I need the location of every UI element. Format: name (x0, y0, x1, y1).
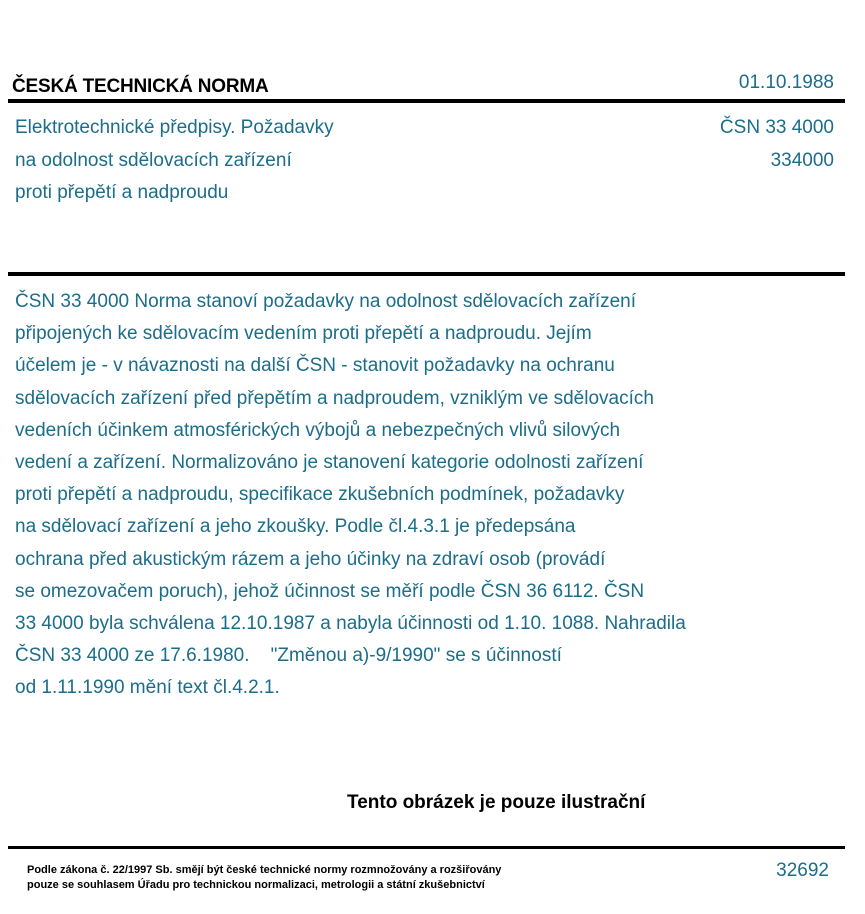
header-rule (8, 99, 845, 103)
abstract-line: na sdělovací zařízení a jeho zkoušky. Podle čl.4.3.1 je předepsána (15, 516, 576, 538)
abstract-line: sdělovacích zařízení před přepětím a nadproudem, vzniklým ve sdělovacích (15, 387, 654, 409)
footer-rule (8, 846, 845, 849)
abstract-line: 33 4000 byla schválena 12.10.1987 a nabyla účinnosti od 1.10. 1088. Nahradila (15, 613, 686, 635)
abstract-line: ochrana před akustickým rázem a jeho účinky na zdraví osob (provádí (15, 548, 606, 570)
legal-footer (27, 863, 501, 893)
abstract-text (15, 286, 815, 705)
title-line-2: na odolnost sdělovacích zařízení (15, 150, 292, 171)
legal-footer-line-2: pouze se souhlasem Úřadu pro technickou normalizaci, metrologii a státní zkušebnictví (27, 879, 485, 891)
document-number: 32692 (776, 860, 829, 881)
standard-code: ČSN 33 4000 (719, 117, 834, 138)
title-line-1: Elektrotechnické předpisy. Požadavky (15, 117, 334, 138)
legal-footer-line-1: Podle zákona č. 22/1997 Sb. smějí být české technické normy rozmnožovány a rozšiřovány (27, 864, 502, 876)
section-rule (8, 272, 845, 276)
abstract-line: se omezovačem poruch), jehož účinnost se měří podle ČSN 36 6112. ČSN (15, 580, 645, 602)
abstract-line: připojených ke sdělovacím vedením proti přepětí a nadproudu. Jejím (15, 323, 592, 345)
abstract-line: od 1.11.1990 mění text čl.4.2.1. (15, 677, 280, 699)
abstract-line: ČSN 33 4000 ze 17.6.1980. "Změnou a)-9/1990" se s účinností (15, 645, 562, 667)
title-line-3: proti přepětí a nadproudu (15, 182, 229, 203)
document-heading: ČESKÁ TECHNICKÁ NORMA (12, 76, 269, 97)
issue-date: 01.10.1988 (738, 72, 834, 93)
abstract-line: účelem je - v návaznosti na další ČSN - stanovit požadavky na ochranu (15, 355, 615, 377)
illustration-notice: Tento obrázek je pouze ilustrační (347, 792, 646, 813)
abstract-line: ČSN 33 4000 Norma stanoví požadavky na odolnost sdělovacích zařízení (15, 291, 637, 312)
abstract-line: vedeních účinkem atmosférických výbojů a nebezpečných vlivů silových (15, 419, 621, 441)
abstract-line: proti přepětí a nadproudu, specifikace zkušebních podmínek, požadavky (15, 484, 625, 506)
classification-number: 334000 (770, 150, 834, 171)
abstract-line: vedení a zařízení. Normalizováno je stanovení kategorie odolnosti zařízení (15, 452, 644, 474)
